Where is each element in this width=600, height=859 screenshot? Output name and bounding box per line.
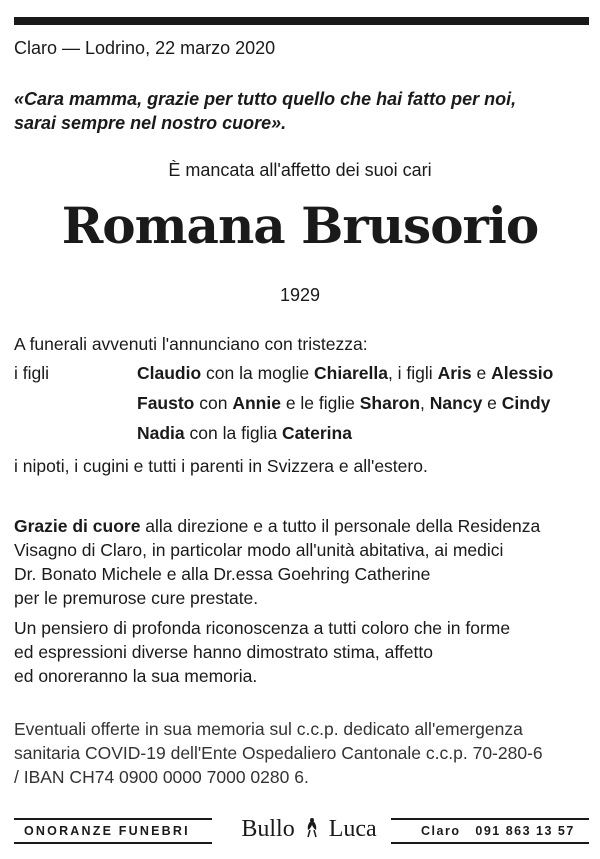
thanks-bold: Grazie di cuore [14, 516, 141, 536]
thanks-line-2: Visagno di Claro, in particolar modo all'unità abitativa, ai medici [14, 540, 504, 560]
donations-line-3: / IBAN CH74 0900 0000 7000 0280 6. [14, 767, 309, 787]
family-name: Chiarella [314, 363, 388, 383]
family-text: , i figli [387, 363, 438, 383]
donations-line-2: sanitaria COVID-19 dell'Ente Ospedaliero Cantonale c.c.p. 70-280-6 [14, 743, 543, 763]
funeral-home-logo [224, 816, 394, 843]
family-name: Fausto [137, 393, 195, 413]
birth-year: 1929 [279, 285, 321, 305]
family-text: con la moglie [201, 363, 315, 383]
funeral-home-footer [14, 812, 589, 848]
memorial-quote [14, 87, 516, 135]
gratitude-line-1: Un pensiero di profonda riconoscenza a tutti coloro che in forme [14, 618, 511, 638]
funeral-home-phone: Claro 091 863 13 57 [421, 824, 575, 838]
family-label: i figli [14, 363, 50, 383]
thanks-line-1: alla direzione e a tutto il personale della Residenza [140, 516, 541, 536]
donations-paragraph [14, 717, 543, 789]
family-text: , [420, 393, 430, 413]
logo-text-left: Bullo [241, 816, 295, 842]
footer-rule-left-bottom [14, 842, 212, 844]
family-others: i nipoti, i cugini e tutti i parenti in Svizzera e all'estero. [14, 456, 428, 476]
angel-icon [301, 817, 323, 839]
announcement: A funerali avvenuti l'annunciano con tristezza: [14, 334, 368, 354]
quote-line-2: sarai sempre nel nostro cuore». [14, 113, 287, 133]
funeral-home-label: ONORANZE FUNEBRI [24, 824, 190, 838]
deceased-name: Romana Brusorio [61, 196, 539, 255]
footer-rule-right-bottom [391, 842, 589, 844]
top-rule [14, 17, 589, 25]
family-text: con la figlia [184, 423, 282, 443]
family-row-2 [137, 393, 550, 414]
family-name: Nancy [429, 393, 483, 413]
family-name: Annie [232, 393, 281, 413]
family-name: Aris [437, 363, 472, 383]
family-text: con [194, 393, 233, 413]
quote-line-1: «Cara mamma, grazie per tutto quello che hai fatto per noi, [14, 89, 517, 109]
family-name: Claudio [137, 363, 202, 383]
donations-line-1: Eventuali offerte in sua memoria sul c.c.p. dedicato all'emergenza [14, 719, 523, 739]
family-text: e [471, 363, 492, 383]
thanks-paragraph [14, 514, 540, 610]
family-name: Nadia [137, 423, 185, 443]
family-name: Sharon [359, 393, 421, 413]
family-name: Caterina [281, 423, 352, 443]
thanks-line-4: per le premurose cure prestate. [14, 588, 259, 608]
family-name: Cindy [501, 393, 551, 413]
gratitude-line-2: ed espressioni diverse hanno dimostrato stima, affetto [14, 642, 433, 662]
family-text: e [482, 393, 502, 413]
footer-rule-right-top [391, 818, 589, 820]
intro-text: È mancata all'affetto dei suoi cari [168, 160, 432, 180]
place-date: Claro — Lodrino, 22 marzo 2020 [14, 38, 276, 58]
footer-rule-left-top [14, 818, 212, 820]
thanks-line-3: Dr. Bonato Michele e alla Dr.essa Goehring Catherine [14, 564, 431, 584]
gratitude-paragraph [14, 616, 510, 688]
family-text: e le figlie [280, 393, 360, 413]
logo-text-right: Luca [328, 816, 377, 842]
family-name: Alessio [491, 363, 554, 383]
family-row-1 [137, 363, 553, 384]
gratitude-line-3: ed onoreranno la sua memoria. [14, 666, 258, 686]
family-row-3 [137, 423, 352, 444]
